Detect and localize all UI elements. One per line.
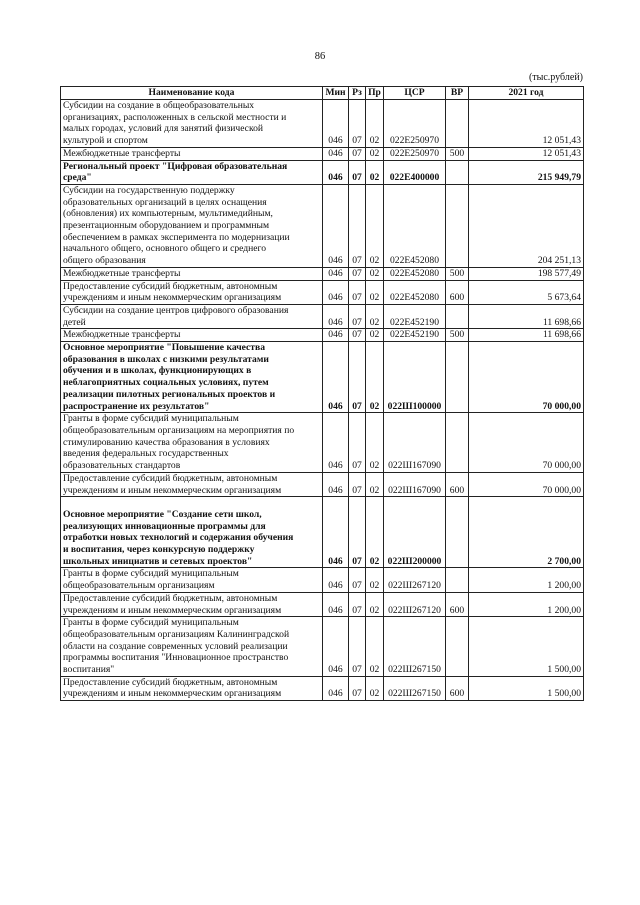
cell-csr: 022E400000 bbox=[384, 160, 446, 184]
cell-amount: 12 051,43 bbox=[469, 147, 584, 160]
header-min: Мин bbox=[323, 87, 349, 100]
cell-min: 046 bbox=[323, 676, 349, 700]
row-name-line: Основное мероприятие "Создание сети школ, bbox=[63, 508, 262, 520]
cell-vr: 500 bbox=[446, 329, 469, 342]
header-year: 2021 год bbox=[469, 87, 584, 100]
cell-rz: 07 bbox=[349, 280, 366, 304]
table-row bbox=[61, 342, 584, 413]
cell-amount: 12 051,43 bbox=[469, 100, 584, 148]
cell-csr: 022Ш267150 bbox=[384, 617, 446, 677]
cell-amount: 70 000,00 bbox=[469, 472, 584, 496]
cell-amount: 11 698,66 bbox=[469, 304, 584, 328]
row-name bbox=[61, 617, 323, 677]
cell-min: 046 bbox=[323, 267, 349, 280]
row-name-line: образования в школах с низкими результатами bbox=[63, 353, 269, 365]
cell-vr bbox=[446, 160, 469, 184]
table-row bbox=[61, 329, 584, 342]
cell-pr: 02 bbox=[366, 413, 384, 473]
cell-vr bbox=[446, 413, 469, 473]
row-name-line: и воспитания, через конкурсную поддержку bbox=[63, 544, 255, 556]
table-row bbox=[61, 568, 584, 592]
row-name-line: образовательных стандартов bbox=[63, 460, 181, 472]
cell-pr: 02 bbox=[366, 329, 384, 342]
cell-min: 046 bbox=[323, 342, 349, 413]
row-name-line: (обновления) их компьютерным, мультимедийным, bbox=[63, 208, 273, 220]
header-name: Наименование кода bbox=[61, 87, 323, 100]
budget-table bbox=[60, 86, 584, 701]
cell-vr bbox=[446, 497, 469, 568]
cell-pr: 02 bbox=[366, 147, 384, 160]
cell-amount: 70 000,00 bbox=[469, 413, 584, 473]
cell-min: 046 bbox=[323, 100, 349, 148]
row-name-line: общего образования bbox=[63, 255, 146, 267]
table-row bbox=[61, 304, 584, 328]
cell-rz: 07 bbox=[349, 100, 366, 148]
cell-min: 046 bbox=[323, 160, 349, 184]
cell-csr: 022E250970 bbox=[384, 100, 446, 148]
row-name-line: презентационным оборудованием и программным bbox=[63, 220, 270, 232]
cell-amount: 1 200,00 bbox=[469, 592, 584, 616]
cell-pr: 02 bbox=[366, 497, 384, 568]
cell-pr: 02 bbox=[366, 676, 384, 700]
cell-csr: 022Ш267150 bbox=[384, 676, 446, 700]
row-name-line: Предоставление субсидий бюджетным, автономным bbox=[63, 592, 278, 604]
row-name-line: Субсидии на государственную поддержку bbox=[63, 184, 235, 196]
row-name-line: отработки новых технологий и содержания обучения bbox=[63, 532, 294, 544]
row-name-line: общеобразовательным организациям на мероприятия по bbox=[63, 424, 295, 436]
row-name-line: организациях, расположенных в сельской местности и bbox=[63, 111, 287, 123]
row-name-line: общеобразовательным организациям Калининградской bbox=[63, 628, 290, 640]
cell-pr: 02 bbox=[366, 304, 384, 328]
row-name bbox=[61, 329, 323, 342]
cell-min: 046 bbox=[323, 304, 349, 328]
cell-rz: 07 bbox=[349, 568, 366, 592]
row-name bbox=[61, 342, 323, 413]
header-row bbox=[61, 87, 584, 100]
cell-amount: 2 700,00 bbox=[469, 497, 584, 568]
cell-csr: 022E452190 bbox=[384, 329, 446, 342]
cell-amount: 215 949,79 bbox=[469, 160, 584, 184]
cell-csr: 022E452080 bbox=[384, 280, 446, 304]
cell-min: 046 bbox=[323, 592, 349, 616]
row-name-line: Основное мероприятие "Повышение качества bbox=[63, 342, 265, 354]
cell-vr: 600 bbox=[446, 676, 469, 700]
cell-pr: 02 bbox=[366, 592, 384, 616]
page-number: 86 bbox=[314, 51, 326, 62]
row-name-line: обучения и в школах, функционирующих в bbox=[63, 365, 252, 377]
cell-csr: 022Ш267120 bbox=[384, 568, 446, 592]
table-row bbox=[61, 413, 584, 473]
row-name-line: образовательных организаций в целях оснащения bbox=[63, 196, 267, 208]
cell-amount: 198 577,49 bbox=[469, 267, 584, 280]
cell-csr: 022Ш100000 bbox=[384, 342, 446, 413]
row-name bbox=[61, 413, 323, 473]
row-name-line: учреждениям и иным некоммерческим организациям bbox=[63, 688, 282, 700]
table-row bbox=[61, 184, 584, 267]
cell-vr bbox=[446, 100, 469, 148]
cell-pr: 02 bbox=[366, 184, 384, 267]
cell-vr: 600 bbox=[446, 280, 469, 304]
cell-vr: 600 bbox=[446, 472, 469, 496]
cell-rz: 07 bbox=[349, 342, 366, 413]
cell-csr: 022Ш267120 bbox=[384, 592, 446, 616]
cell-vr bbox=[446, 342, 469, 413]
table-row bbox=[61, 497, 584, 568]
cell-csr: 022E452190 bbox=[384, 304, 446, 328]
row-name-line: школьных инициатив и сетевых проектов" bbox=[63, 555, 253, 567]
table-row bbox=[61, 160, 584, 184]
cell-rz: 07 bbox=[349, 267, 366, 280]
cell-rz: 07 bbox=[349, 184, 366, 267]
cell-vr bbox=[446, 304, 469, 328]
row-name-line: Гранты в форме субсидий муниципальным bbox=[63, 617, 239, 629]
row-name bbox=[61, 160, 323, 184]
row-name-line: Гранты в форме субсидий муниципальным bbox=[63, 413, 239, 425]
row-name-line: Гранты в форме субсидий муниципальным bbox=[63, 568, 239, 580]
row-name-line: обеспечением в рамках эксперимента по модернизации bbox=[63, 231, 290, 243]
cell-min: 046 bbox=[323, 147, 349, 160]
row-name-line: учреждениям и иным некоммерческим организациям bbox=[63, 604, 282, 616]
cell-min: 046 bbox=[323, 329, 349, 342]
row-name-line: Предоставление субсидий бюджетным, автономным bbox=[63, 472, 278, 484]
row-name-line: области на создание современных условий реализации bbox=[63, 640, 288, 652]
cell-min: 046 bbox=[323, 413, 349, 473]
row-name bbox=[61, 147, 323, 160]
cell-min: 046 bbox=[323, 280, 349, 304]
cell-pr: 02 bbox=[366, 100, 384, 148]
cell-rz: 07 bbox=[349, 413, 366, 473]
cell-vr bbox=[446, 617, 469, 677]
row-name bbox=[61, 304, 323, 328]
cell-csr: 022Ш200000 bbox=[384, 497, 446, 568]
row-name-line: программы воспитания "Инновационное пространство bbox=[63, 652, 289, 664]
header-rz: Рз bbox=[349, 87, 366, 100]
cell-csr: 022Ш167090 bbox=[384, 472, 446, 496]
row-name-line: неблагоприятных социальных условиях, путем bbox=[63, 377, 269, 389]
cell-amount: 70 000,00 bbox=[469, 342, 584, 413]
cell-min: 046 bbox=[323, 568, 349, 592]
row-name bbox=[61, 676, 323, 700]
cell-vr: 500 bbox=[446, 267, 469, 280]
header-pr: Пр bbox=[366, 87, 384, 100]
cell-pr: 02 bbox=[366, 472, 384, 496]
row-name bbox=[61, 267, 323, 280]
table-row bbox=[61, 147, 584, 160]
row-name bbox=[61, 100, 323, 148]
cell-min: 046 bbox=[323, 497, 349, 568]
row-name-line: учреждениям и иным некоммерческим организациям bbox=[63, 484, 282, 496]
row-name-line: Предоставление субсидий бюджетным, автономным bbox=[63, 280, 278, 292]
cell-pr: 02 bbox=[366, 160, 384, 184]
cell-vr: 600 bbox=[446, 592, 469, 616]
cell-min: 046 bbox=[323, 184, 349, 267]
cell-amount: 1 500,00 bbox=[469, 617, 584, 677]
cell-csr: 022E452080 bbox=[384, 267, 446, 280]
row-name-line: Межбюджетные трансферты bbox=[63, 267, 181, 279]
row-name bbox=[61, 497, 323, 568]
row-name-line: культурой и спортом bbox=[63, 135, 148, 147]
header-csr: ЦСР bbox=[384, 87, 446, 100]
cell-rz: 07 bbox=[349, 617, 366, 677]
table-row bbox=[61, 472, 584, 496]
row-name-line: начального общего, основного общего и среднего bbox=[63, 243, 267, 255]
row-name-line bbox=[63, 497, 320, 509]
row-name bbox=[61, 472, 323, 496]
row-name bbox=[61, 592, 323, 616]
cell-pr: 02 bbox=[366, 568, 384, 592]
row-name-line: стимулированию качества образования в условиях bbox=[63, 436, 270, 448]
table-row bbox=[61, 100, 584, 148]
row-name-line: Субсидии на создание в общеобразовательных bbox=[63, 100, 255, 111]
header-vr: ВР bbox=[446, 87, 469, 100]
cell-min: 046 bbox=[323, 617, 349, 677]
row-name-line: Межбюджетные трансферты bbox=[63, 329, 181, 341]
row-name-line: общеобразовательным организациям bbox=[63, 580, 215, 592]
row-name-line: Региональный проект "Цифровая образовательная bbox=[63, 160, 288, 172]
row-name-line: распространение их результатов" bbox=[63, 400, 210, 412]
cell-vr: 500 bbox=[446, 147, 469, 160]
row-name-line: Предоставление субсидий бюджетным, автономным bbox=[63, 676, 278, 688]
row-name-line: среда" bbox=[63, 172, 92, 184]
cell-rz: 07 bbox=[349, 592, 366, 616]
cell-csr: 022Ш167090 bbox=[384, 413, 446, 473]
table-row bbox=[61, 280, 584, 304]
table-row bbox=[61, 676, 584, 700]
row-name-line: Межбюджетные трансферты bbox=[63, 147, 181, 159]
table-body bbox=[61, 100, 584, 701]
cell-csr: 022E250970 bbox=[384, 147, 446, 160]
cell-pr: 02 bbox=[366, 280, 384, 304]
cell-rz: 07 bbox=[349, 472, 366, 496]
cell-min: 046 bbox=[323, 472, 349, 496]
cell-amount: 1 200,00 bbox=[469, 568, 584, 592]
table-row bbox=[61, 592, 584, 616]
row-name-line: учреждениям и иным некоммерческим организациям bbox=[63, 292, 282, 304]
cell-rz: 07 bbox=[349, 304, 366, 328]
table-row bbox=[61, 267, 584, 280]
row-name bbox=[61, 184, 323, 267]
cell-pr: 02 bbox=[366, 267, 384, 280]
row-name bbox=[61, 280, 323, 304]
row-name-line: введения федеральных государственных bbox=[63, 448, 229, 460]
cell-amount: 204 251,13 bbox=[469, 184, 584, 267]
cell-rz: 07 bbox=[349, 676, 366, 700]
cell-rz: 07 bbox=[349, 329, 366, 342]
table-row bbox=[61, 617, 584, 677]
row-name-line: реализующих инновационные программы для bbox=[63, 520, 266, 532]
row-name-line: детей bbox=[63, 316, 86, 328]
cell-amount: 1 500,00 bbox=[469, 676, 584, 700]
row-name-line: воспитания" bbox=[63, 664, 115, 676]
cell-vr bbox=[446, 184, 469, 267]
cell-pr: 02 bbox=[366, 617, 384, 677]
cell-amount: 11 698,66 bbox=[469, 329, 584, 342]
cell-vr bbox=[446, 568, 469, 592]
cell-csr: 022E452080 bbox=[384, 184, 446, 267]
row-name-line: Субсидии на создание центров цифрового образования bbox=[63, 304, 289, 316]
cell-rz: 07 bbox=[349, 147, 366, 160]
cell-amount: 5 673,64 bbox=[469, 280, 584, 304]
cell-rz: 07 bbox=[349, 497, 366, 568]
units-label: (тыс.рублей) bbox=[528, 72, 583, 83]
row-name bbox=[61, 568, 323, 592]
cell-rz: 07 bbox=[349, 160, 366, 184]
cell-pr: 02 bbox=[366, 342, 384, 413]
row-name-line: малых городах, условий для занятий физической bbox=[63, 123, 264, 135]
row-name-line: реализации пилотных региональных проектов и bbox=[63, 388, 276, 400]
